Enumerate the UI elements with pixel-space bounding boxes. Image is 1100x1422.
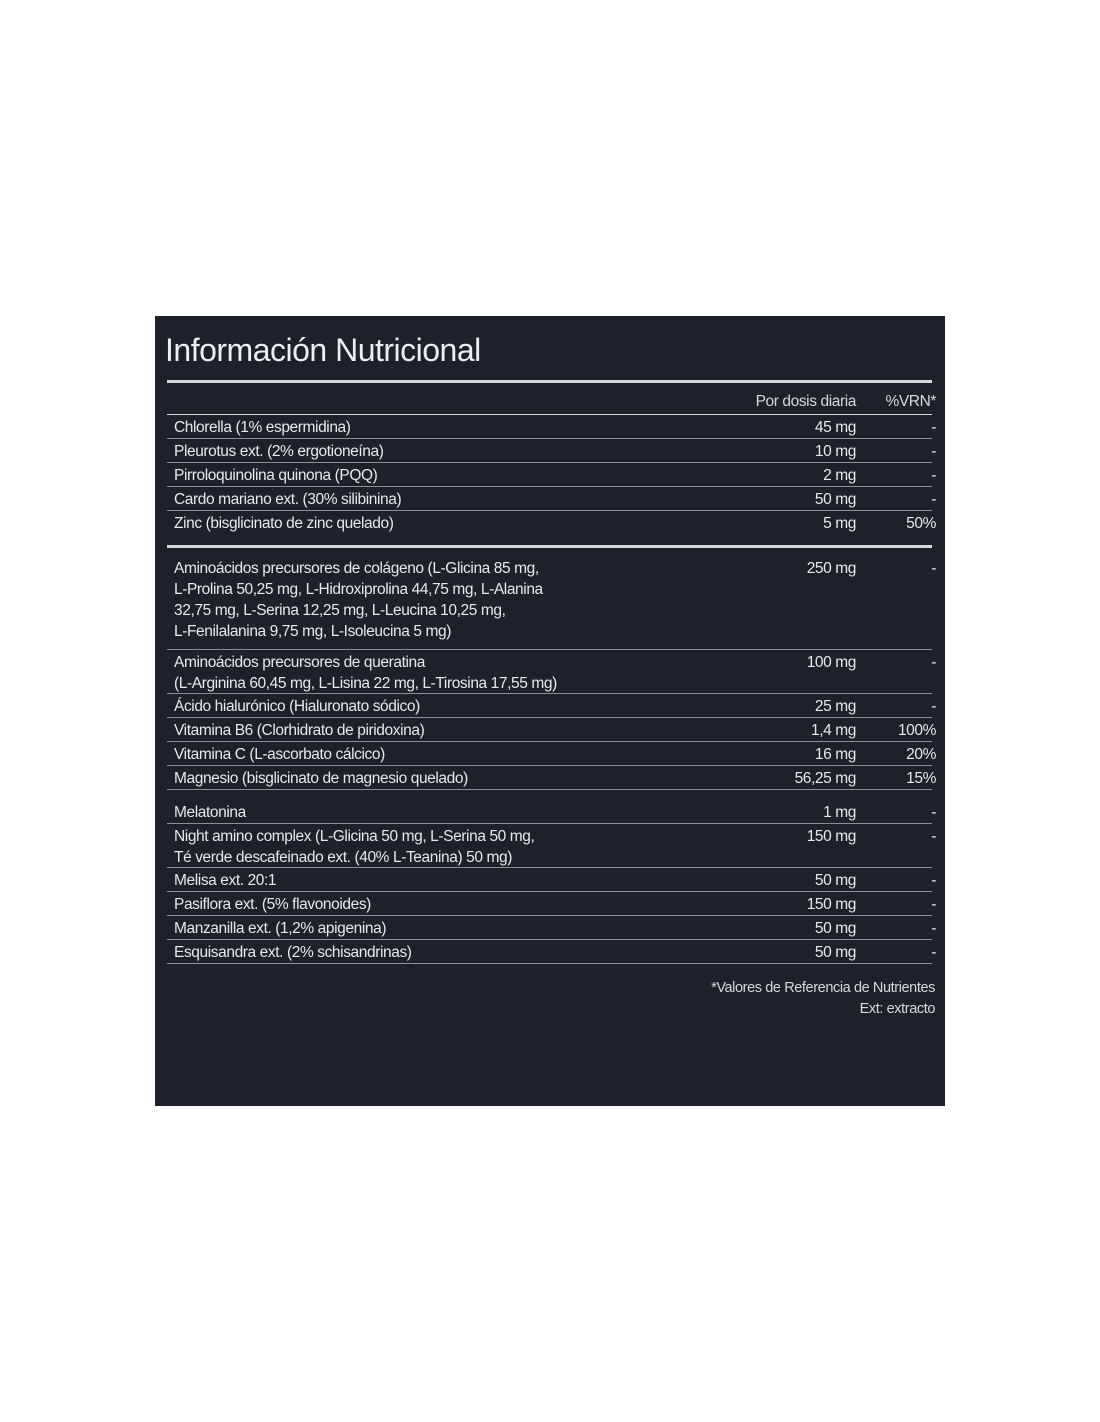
ingredient-vrn: -: [931, 698, 936, 715]
ingredient-vrn: 100%: [897, 722, 936, 739]
ingredient-name: Magnesio (bisglicinato de magnesio quelado): [174, 770, 468, 787]
ingredient-name: Vitamina B6 (Clorhidrato de piridoxina): [174, 722, 425, 739]
ingredient-name: Melatonina: [174, 804, 246, 821]
ingredient-dose: 25 mg: [814, 698, 856, 715]
ingredient-dose: 2 mg: [823, 467, 856, 484]
table-row: [167, 463, 936, 487]
ingredient-name: Aminoácidos precursores de colágeno (L-Glicina 85 mg, L-Prolina 50,25 mg, L-Hidroxiprolina 44,75 mg, L-Alanina 32,75 mg, L-Serina 12,25 mg, L-Leucina 10,25 mg, L-Fenilalanina 9,75 mg, L-Isoleucina 5 mg): [174, 560, 543, 640]
table-row: [167, 940, 936, 964]
table-row: [167, 742, 936, 766]
group-gap: [167, 790, 932, 800]
ingredient-dose: 1 mg: [823, 804, 856, 821]
ingredient-name: Aminoácidos precursores de queratina (L-Arginina 60,45 mg, L-Lisina 22 mg, L-Tirosina 17,55 mg): [174, 654, 557, 692]
table-row: [167, 487, 936, 511]
ingredient-vrn: -: [931, 467, 936, 484]
ingredient-vrn: -: [931, 654, 936, 671]
ingredient-vrn: 20%: [906, 746, 936, 763]
ingredient-dose: 5 mg: [823, 515, 856, 532]
footnote-vrn: *Valores de Referencia de Nutrientes: [711, 980, 935, 996]
ingredient-dose: 56,25 mg: [794, 770, 856, 787]
ingredient-name: Pirroloquinolina quinona (PQQ): [174, 467, 378, 484]
ingredient-vrn: 15%: [906, 770, 936, 787]
ingredient-vrn: -: [931, 828, 936, 845]
ingredient-name: Pleurotus ext. (2% ergotioneína): [174, 443, 384, 460]
nutrition-table: [167, 380, 936, 964]
header-vrn: %VRN*: [885, 393, 936, 410]
ingredient-dose: 50 mg: [814, 944, 856, 961]
ingredient-dose: 150 mg: [806, 896, 856, 913]
table-row: [167, 511, 936, 535]
ingredient-dose: 16 mg: [814, 746, 856, 763]
nutrition-panel: [155, 316, 945, 1106]
ingredient-name: Zinc (bisglicinato de zinc quelado): [174, 515, 394, 532]
group-2: [167, 556, 936, 790]
ingredient-vrn: -: [931, 920, 936, 937]
table-header: [167, 383, 936, 415]
ingredient-vrn: -: [931, 872, 936, 889]
table-row: [167, 824, 936, 868]
ingredient-name: Chlorella (1% espermidina): [174, 419, 351, 436]
table-row: [167, 650, 936, 694]
ingredient-name: Melisa ext. 20:1: [174, 872, 277, 889]
footnotes: [711, 978, 935, 1020]
ingredient-dose: 50 mg: [814, 872, 856, 889]
ingredient-dose: 100 mg: [806, 654, 856, 671]
ingredient-name: Ácido hialurónico (Hialuronato sódico): [174, 698, 420, 715]
group-gap: [167, 535, 932, 545]
ingredient-vrn: -: [931, 443, 936, 460]
table-row: [167, 694, 936, 718]
ingredient-vrn: 50%: [906, 515, 936, 532]
footnote-ext: Ext: extracto: [859, 1001, 935, 1017]
group-1: [167, 415, 936, 535]
table-row: [167, 800, 936, 824]
group-gap: [167, 548, 932, 556]
page-title: Información Nutricional: [165, 332, 481, 368]
ingredient-name: Pasiflora ext. (5% flavonoides): [174, 896, 371, 913]
table-row: [167, 766, 936, 790]
ingredient-vrn: -: [931, 896, 936, 913]
ingredient-name: Vitamina C (L-ascorbato cálcico): [174, 746, 385, 763]
ingredient-vrn: -: [931, 944, 936, 961]
ingredient-dose: 50 mg: [814, 491, 856, 508]
ingredient-name: Cardo mariano ext. (30% silibinina): [174, 491, 402, 508]
ingredient-vrn: -: [931, 804, 936, 821]
header-dose: Por dosis diaria: [755, 393, 856, 410]
group-3: [167, 800, 936, 964]
table-row: [167, 556, 936, 650]
ingredient-name: Esquisandra ext. (2% schisandrinas): [174, 944, 412, 961]
ingredient-dose: 10 mg: [814, 443, 856, 460]
ingredient-name: Manzanilla ext. (1,2% apigenina): [174, 920, 387, 937]
ingredient-dose: 150 mg: [806, 828, 856, 845]
table-row: [167, 892, 936, 916]
table-row: [167, 415, 936, 439]
ingredient-vrn: -: [931, 491, 936, 508]
ingredient-dose: 50 mg: [814, 920, 856, 937]
table-row: [167, 439, 936, 463]
table-row: [167, 916, 936, 940]
ingredient-vrn: -: [931, 419, 936, 436]
ingredient-dose: 250 mg: [806, 560, 856, 577]
table-row: [167, 718, 936, 742]
ingredient-vrn: -: [931, 560, 936, 577]
table-row: [167, 868, 936, 892]
ingredient-name: Night amino complex (L-Glicina 50 mg, L-Serina 50 mg, Té verde descafeinado ext. (40% L-Teanina) 50 mg): [174, 828, 535, 866]
ingredient-dose: 45 mg: [814, 419, 856, 436]
ingredient-dose: 1,4 mg: [811, 722, 856, 739]
